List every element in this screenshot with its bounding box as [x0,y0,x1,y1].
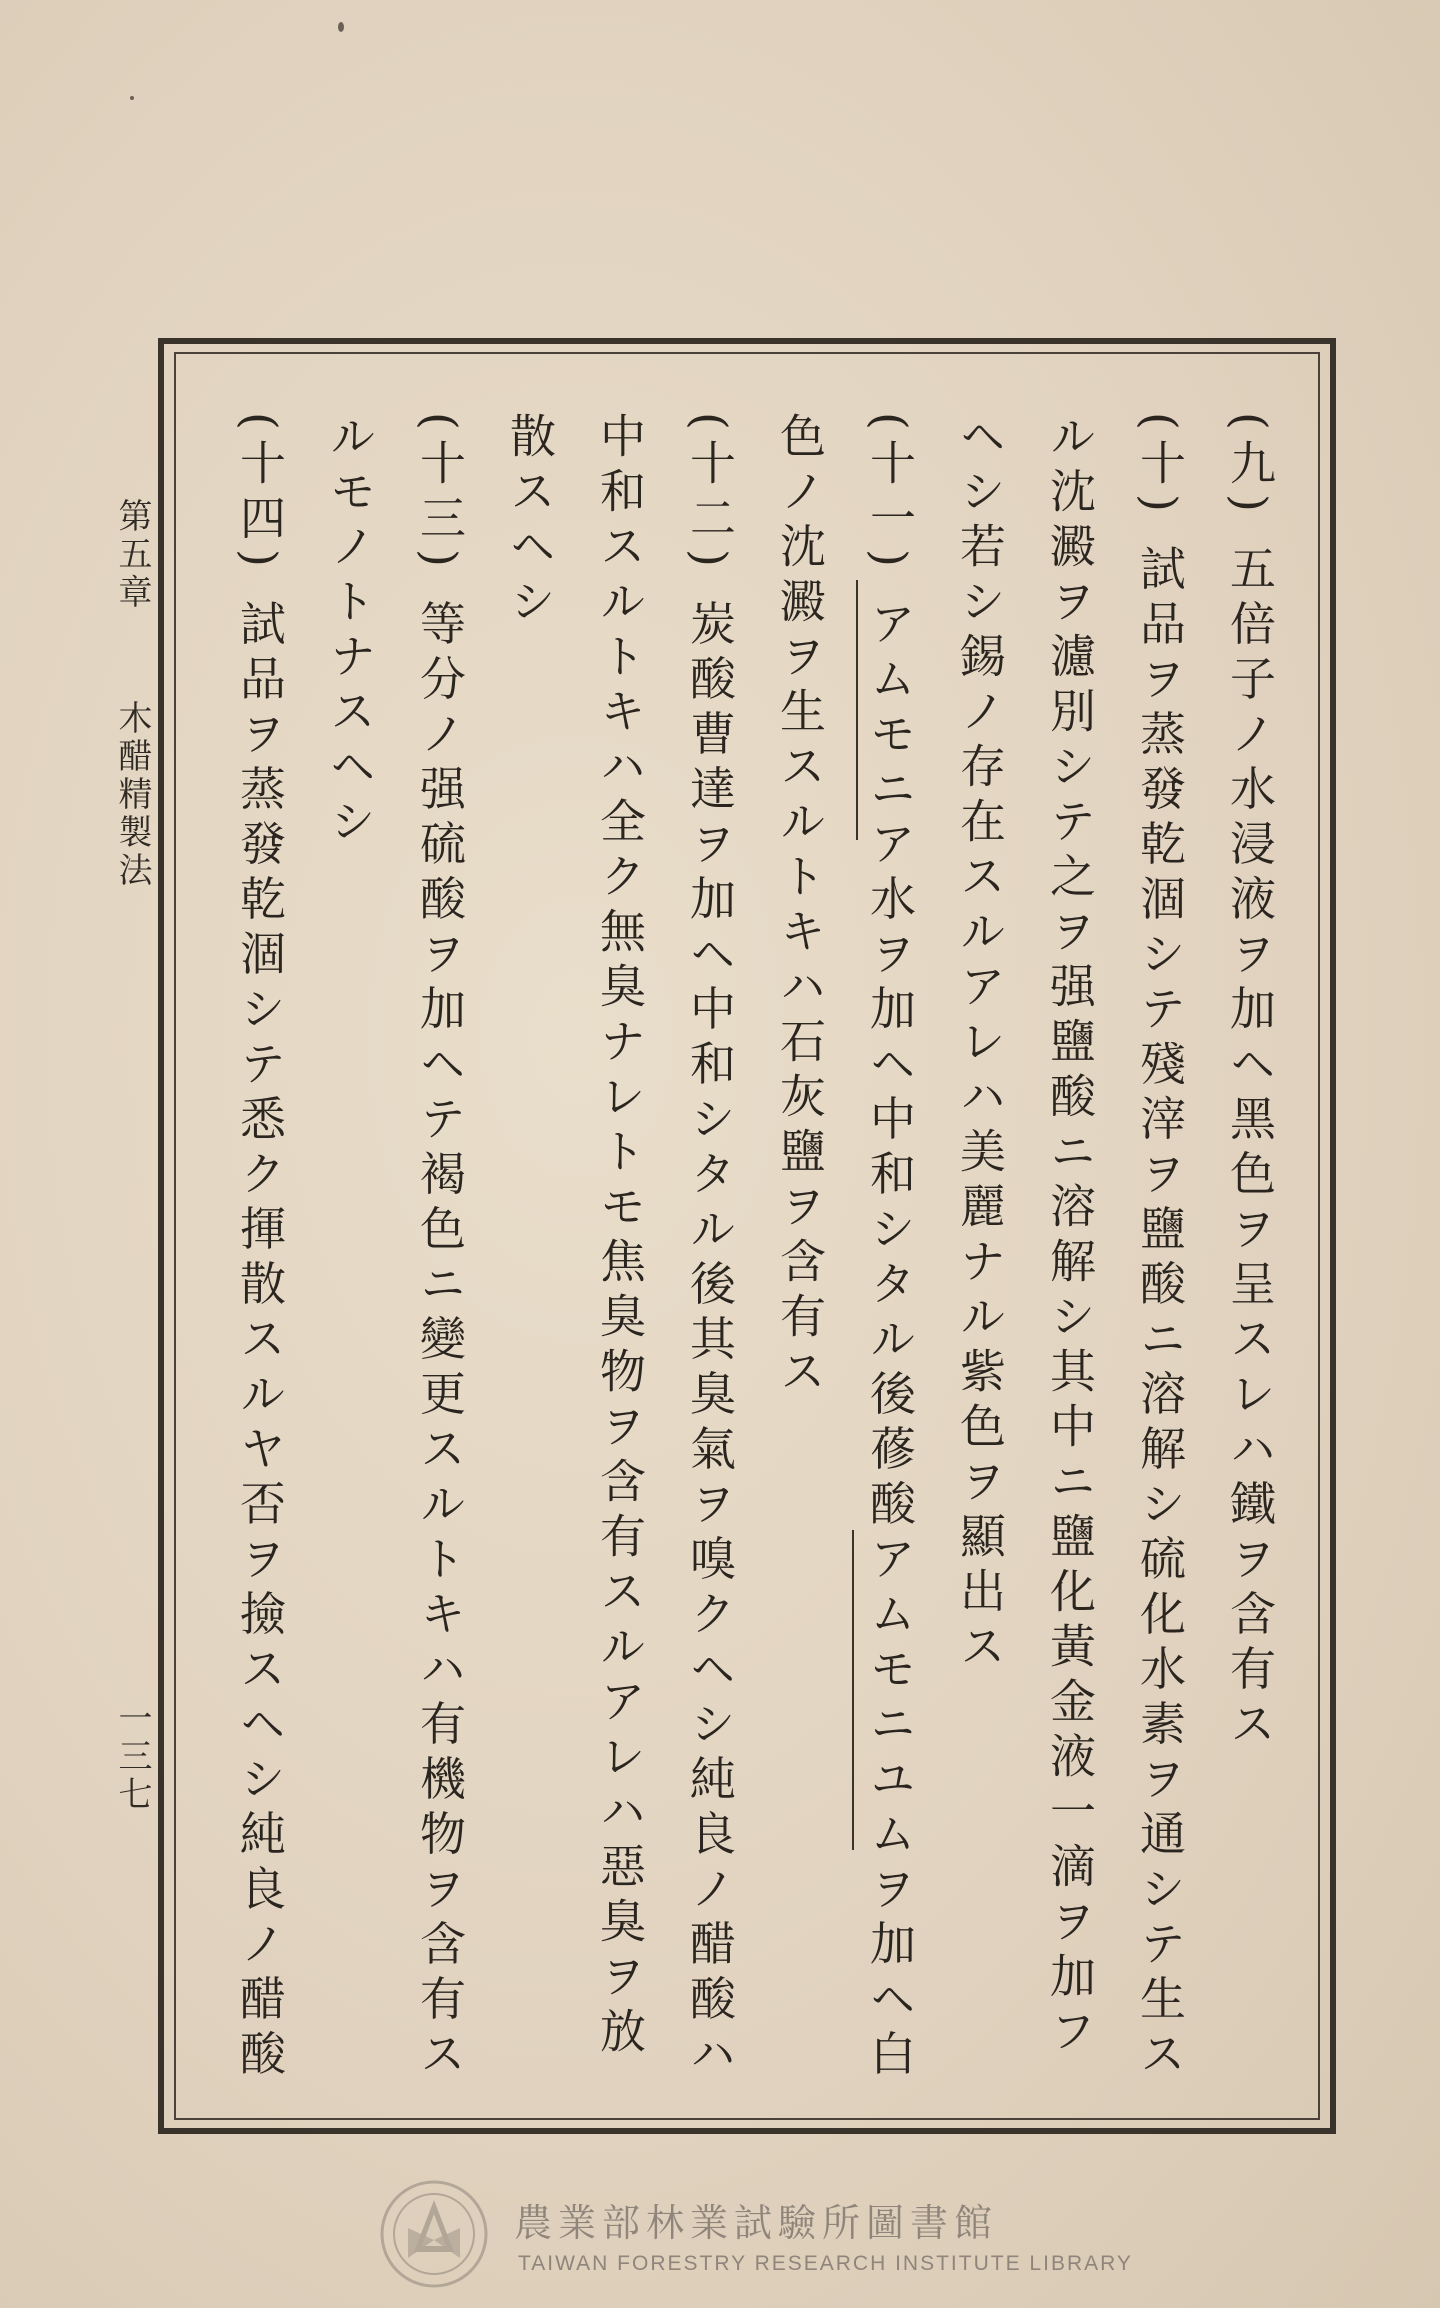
text-column: ルモノトナスヘシ [323,412,377,852]
library-name-english: TAIWAN FORESTRY RESEARCH INSTITUTE LIBRARY [518,2252,1133,2275]
library-seal-icon [378,2178,490,2290]
chapter-label: 第五章 [112,498,152,612]
text-column: (九) 五倍子ノ水浸液ヲ加ヘ黑色ヲ呈スレハ鐵ヲ含有ス [1223,412,1277,1755]
text-column: (十四) 試品ヲ蒸發乾涸シテ悉ク揮散スルヤ否ヲ撿スヘシ純良ノ醋酸 [233,412,287,2085]
text-column: 散スヘシ [503,412,557,632]
library-name-chinese: 農業部林業試驗所圖書館 [514,2201,999,2245]
running-title: 木醋精製法 [112,700,152,890]
text-column: (十二) 炭酸曹達ヲ加ヘ中和シタル後其臭氣ヲ嗅クヘシ純良ノ醋酸ハ [683,412,737,2085]
text-column: 色ノ沈澱ヲ生スルトキハ石灰鹽ヲ含有ス [773,412,827,1402]
text-column: (十一) アムモニア水ヲ加ヘ中和シタル後蓚酸アムモニユムヲ加ヘ白 [863,412,917,2085]
paper-speck [338,22,344,32]
name-sideline [856,580,858,840]
page-number: 一三七 [112,1700,152,1814]
text-column: ヘシ若シ錫ノ存在スルアレハ美麗ナル紫色ヲ顯出ス [953,412,1007,1677]
text-column: (十) 試品ヲ蒸發乾涸シテ殘滓ヲ鹽酸ニ溶解シ硫化水素ヲ通シテ生ス [1133,412,1187,2085]
name-sideline [852,1530,854,1850]
text-column: ル沈澱ヲ濾別シテ之ヲ强鹽酸ニ溶解シ其中ニ鹽化黃金液一滴ヲ加フ [1043,412,1097,2062]
text-column: (十三) 等分ノ强硫酸ヲ加ヘテ褐色ニ變更スルトキハ有機物ヲ含有ス [413,412,467,2085]
paper-speck [130,96,134,100]
text-column: 中和スルトキハ全ク無臭ナレトモ焦臭物ヲ含有スルアレハ惡臭ヲ放 [593,412,647,2062]
